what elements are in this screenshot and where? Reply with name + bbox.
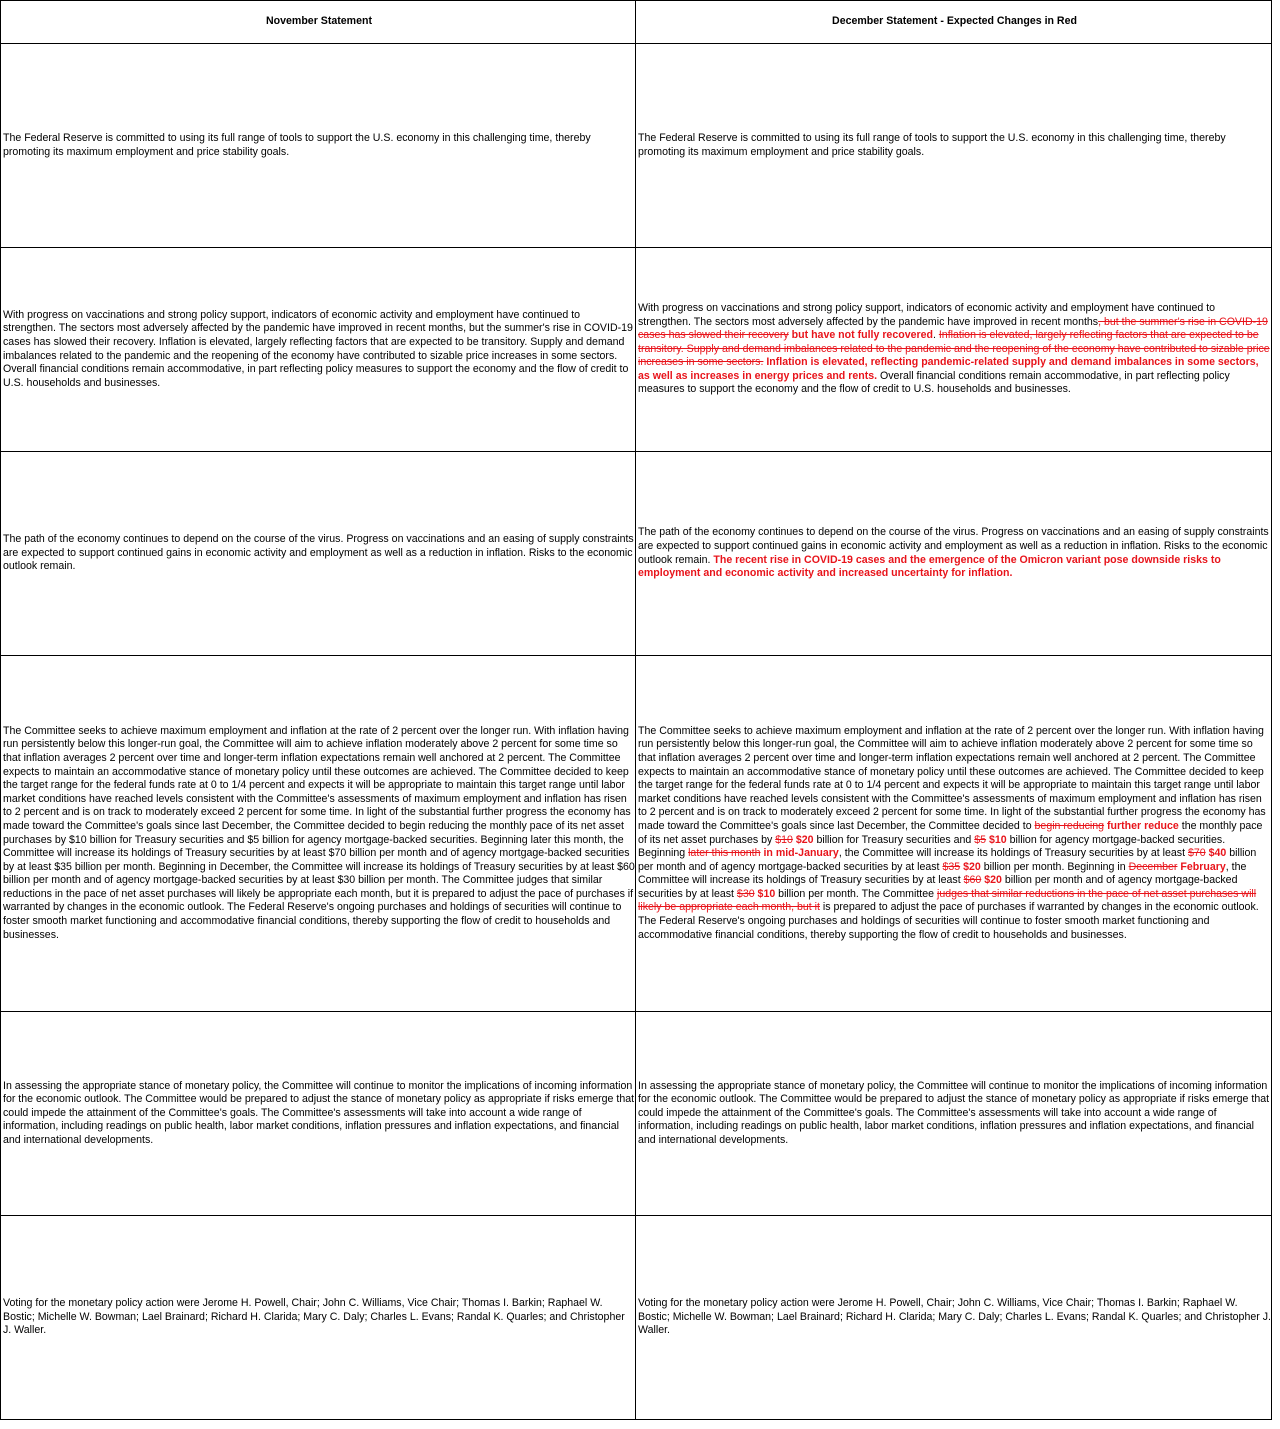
added-text: $10 — [986, 833, 1007, 846]
november-header: November Statement — [1, 1, 636, 44]
december-paragraph-4 — [636, 656, 1272, 1012]
unchanged-text: billion for Treasury securities and — [813, 833, 975, 846]
november-paragraph-4: The Committee seeks to achieve maximum employment and inflation at the rate of 2 percent over the longer run. With inflation having run persistently below this longer-run goal, the Committee will aim to achieve inflation moderately above 2 percent for some time so that inflation averages 2 percent over time and longer-term inflation expectations remain well anchored at 2 percent. The Committee expects to maintain an accommodative stance of monetary policy until these outcomes are achieved. The Committee decided to keep the target range for the federal funds rate at 0 to 1/4 percent and expects it will be appropriate to maintain this target range until labor market conditions have reached levels consistent with the Committee's assessments of maximum employment and inflation has risen to 2 percent and is on track to moderately exceed 2 percent for some time. In light of the substantial further progress the economy has made toward the Committee's goals since last December, the Committee decided to begin reducing the monthly pace of its net asset purchases by $10 billion for Treasury securities and $5 billion for agency mortgage-backed securities. Beginning later this month, the Committee will increase its holdings of Treasury securities by at least $70 billion per month and of agency mortgage-backed securities by at least $35 billion per month. Beginning in December, the Committee will increase its holdings of Treasury securities by at least $60 billion per month and of agency mortgage-backed securities by at least $30 billion per month. The Committee judges that similar reductions in the pace of net asset purchases will likely be appropriate each month, but it is prepared to adjust the pace of purchases if warranted by changes in the economic outlook. The Federal Reserve's ongoing purchases and holdings of securities will continue to foster smooth market functioning and accommodative financial conditions, thereby supporting the flow of credit to households and businesses. — [1, 656, 636, 1012]
unchanged-text: The path of the economy continues to depend on the course of the virus. Progress on vaccinations and an easing of supply constraints are expected to support continued gains in economic activity and employment as well as a reduction in inflation. Risks to the economic outlook remain. — [638, 526, 1269, 566]
deleted-text: $10 — [775, 833, 793, 846]
added-text: $10 — [754, 887, 776, 900]
november-paragraph-1: The Federal Reserve is committed to using its full range of tools to support the U.S. economy in this challenging time, thereby promoting its maximum employment and price stability goals. — [1, 44, 636, 248]
unchanged-text: billion per month and of agency mortgage-backed securities by at least — [638, 847, 1257, 873]
unchanged-text: , the Committee will increase its holdings of Treasury securities by at least — [838, 847, 1188, 860]
deleted-text: $60 — [963, 874, 982, 887]
december-paragraph-6 — [636, 1216, 1272, 1420]
table-row — [1, 1012, 1272, 1216]
deleted-text: $30 — [736, 887, 755, 900]
added-text: $20 — [960, 860, 981, 873]
unchanged-text: The Committee seeks to achieve maximum employment and inflation at the rate of 2 percent over the longer run. With inflation having run persistently below this longer-run goal, the Committee will aim to achieve inflation moderately above 2 percent for some time so that inflation averages 2 percent over time and longer-term inflation expectations remain well anchored at 2 percent. The Committee expects to maintain an accommodative stance of monetary policy until these outcomes are achieved. The Committee decided to keep the target range for the federal funds rate at 0 to 1/4 percent and expects it will be appropriate to maintain this target range until labor market conditions have reached levels consistent with the Committee's assessments of maximum employment and inflation has risen to 2 percent and is on track to moderately exceed 2 percent for some time. In light of the substantial further progress the economy has made toward the Committee's goals since last December, the Committee decided to — [638, 724, 1266, 832]
deleted-text: $70 — [1187, 847, 1206, 860]
deleted-text: Inflation is elevated, largely reflecting factors that are expected to be transitory. Supply and demand imbalances related to the pandemic and the reopening of the economy have contributed to sizable price increases in some sectors. — [638, 329, 1270, 369]
unchanged-text: billion per month. Beginning in — [980, 860, 1129, 873]
december-paragraph-2 — [636, 248, 1272, 452]
unchanged-text: . — [932, 329, 939, 342]
december-paragraph-5 — [636, 1012, 1272, 1216]
deleted-text: judges that similar reductions in the pace of net asset purchases will likely be appropriate each month, but it — [638, 887, 1257, 914]
unchanged-text: is prepared to adjust the pace of purchases if warranted by changes in the economic outlook. The Federal Reserve's ongoing purchases and holdings of securities will continue to foster smooth market functioning and accommodative financial conditions, thereby supporting the flow of credit to households and businesses. — [638, 901, 1259, 941]
deleted-text: , but the summer's rise in COVID-19 cases has slowed their recovery — [638, 315, 1268, 342]
unchanged-text: In assessing the appropriate stance of monetary policy, the Committee will continue to monitor the implications of incoming information for the economic outlook. The Committee would be prepared to adjust the stance of monetary policy as appropriate if risks emerge that could impede the attainment of the Committee's goals. The Committee's assessments will take into account a wide range of information, including readings on public health, labor market conditions, inflation pressures and inflation expectations, and financial and international developments. — [638, 1079, 1270, 1146]
table-row — [1, 452, 1272, 656]
added-text: $40 — [1205, 847, 1227, 860]
unchanged-text: Overall financial conditions remain accommodative, in part reflecting policy measures to support the economy and the flow of credit to U.S. households and businesses. — [638, 369, 1230, 396]
added-text: Inflation is elevated, reflecting pandemic-related supply and demand imbalances in some sectors, as well as increases in energy prices and rents. — [638, 356, 1259, 382]
november-paragraph-2: With progress on vaccinations and strong policy support, indicators of economic activity and employment have continued to strengthen. The sectors most adversely affected by the pandemic have improved in recent months, but the summer's rise in COVID-19 cases has slowed their recovery. Inflation is elevated, largely reflecting factors that are expected to be transitory. Supply and demand imbalances related to the pandemic and the reopening of the economy have contributed to sizable price increases in some sectors. Overall financial conditions remain accommodative, in part reflecting policy measures to support the economy and the flow of credit to U.S. households and businesses. — [1, 248, 636, 452]
november-paragraph-6: Voting for the monetary policy action were Jerome H. Powell, Chair; John C. Williams, Vice Chair; Thomas I. Barkin; Raphael W. Bostic; Michelle W. Bowman; Lael Brainard; Richard H. Clarida; Mary C. Daly; Charles L. Evans; Randal K. Quarles; and Christopher J. Waller. — [1, 1216, 636, 1420]
deleted-text: December — [1128, 860, 1178, 873]
table-row — [1, 248, 1272, 452]
unchanged-text: With progress on vaccinations and strong policy support, indicators of economic activity and employment have continued to strengthen. The sectors most adversely affected by the pandemic have improved in recent months — [638, 301, 1216, 328]
added-text: $20 — [981, 874, 1002, 887]
unchanged-text: Voting for the monetary policy action were Jerome H. Powell, Chair; John C. Williams, Vice Chair; Thomas I. Barkin; Raphael W. Bostic; Michelle W. Bowman; Lael Brainard; Richard H. Clarida; Mary C. Daly; Charles L. Evans; Randal K. Quarles; and Christopher J. Waller. — [638, 1297, 1271, 1337]
added-text: in mid-January — [760, 847, 839, 860]
added-text: further reduce — [1104, 819, 1179, 832]
deleted-text: later this month — [688, 847, 761, 860]
november-paragraph-3: The path of the economy continues to depend on the course of the virus. Progress on vaccinations and an easing of supply constraints are expected to support continued gains in economic activity and employment as well as a reduction in inflation. Risks to the economic outlook remain. — [1, 452, 636, 656]
added-text: The recent rise in COVID-19 cases and the emergence of the Omicron variant pose downside risks to employment and economic activity and increased uncertainty for inflation. — [638, 553, 1221, 580]
table-row — [1, 44, 1272, 248]
unchanged-text: billion per month and of agency mortgage-backed securities by at least — [638, 874, 1238, 900]
table-row — [1, 656, 1272, 1012]
deleted-text: begin reducing — [1034, 819, 1105, 832]
deleted-text: $35 — [942, 860, 961, 873]
deleted-text: $5 — [974, 833, 987, 846]
header-row — [1, 1, 1272, 44]
unchanged-text: billion per month. The Committee — [775, 887, 937, 900]
december-paragraph-1 — [636, 44, 1272, 248]
added-text: but have not fully recovered — [788, 329, 933, 342]
december-header: December Statement - Expected Changes in Red — [636, 1, 1272, 44]
unchanged-text: the monthly pace of its net asset purchases by — [638, 819, 1263, 846]
november-paragraph-5: In assessing the appropriate stance of monetary policy, the Committee will continue to monitor the implications of incoming information for the economic outlook. The Committee would be prepared to adjust the stance of monetary policy as appropriate if risks emerge that could impede the attainment of the Committee's goals. The Committee's assessments will take into account a wide range of information, including readings on public health, labor market conditions, inflation pressures and inflation expectations, and financial and international developments. — [1, 1012, 636, 1216]
unchanged-text: , the Committee will increase its holdings of Treasury securities by at least — [638, 860, 1247, 887]
added-text: February — [1177, 860, 1226, 873]
unchanged-text: The Federal Reserve is committed to using its full range of tools to support the U.S. economy in this challenging time, thereby promoting its maximum employment and price stability goals. — [638, 131, 1226, 158]
added-text: $20 — [792, 833, 814, 846]
unchanged-text: billion for agency mortgage-backed securities. Beginning — [638, 833, 1226, 860]
december-paragraph-3 — [636, 452, 1272, 656]
table-row — [1, 1216, 1272, 1420]
